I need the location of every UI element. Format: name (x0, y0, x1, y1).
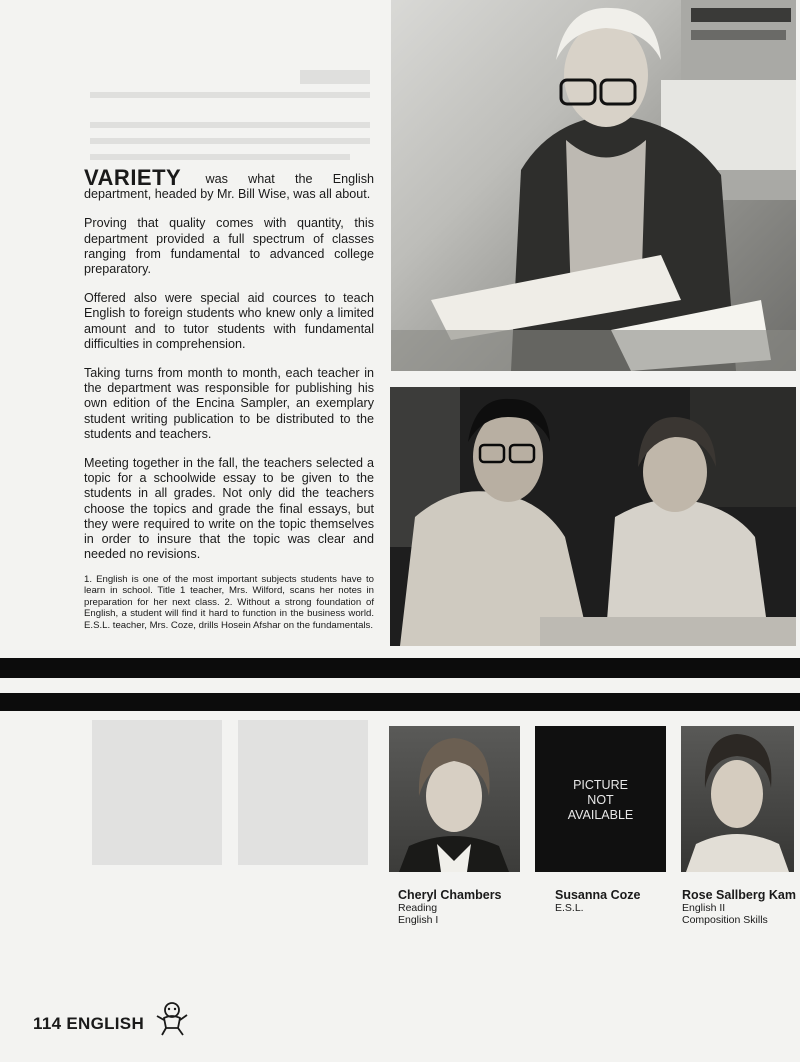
bleed-through-portrait-right (238, 720, 368, 865)
paragraph-special-aid: Offered also were special aid cources to teach English to foreign students who knew only a limited amount and to tutor students with fundamental difficulties in comprehension. (84, 291, 374, 351)
paragraph-sampler: Taking turns from month to month, each teacher in the department was responsible for publishing his own edition of the Encina Sampler, an exemplary student writing publication to be distributed to the students and teachers. (84, 366, 374, 441)
picture-not-available-text (535, 778, 666, 823)
paragraph-essay: Meeting together in the fall, the teachers selected a topic for a schoolwide essay to be given to the students in all grades. Not only did the teachers choose the topics and grade the final essays, but they were required to write on the topic themselves in order to insure that the topic was clear and needed no revisions. (84, 456, 374, 562)
faculty-name-cheryl-chambers: Cheryl Chambers (398, 888, 502, 902)
lead-word: VARIETY (84, 165, 182, 190)
placeholder-line-3: AVAILABLE (567, 808, 634, 822)
faculty-subject: Composition Skills (682, 914, 768, 926)
faculty-name-rose-sallberg-kam: Rose Sallberg Kam (682, 888, 796, 902)
article-body (84, 165, 375, 576)
photo-caption: 1. English is one of the most important subjects students have to learn in school. Title 1 teacher, Mrs. Wilford, scans her notes in preparation for her next class. 2. Without a strong foundation of English, a student will find it hard to function in the business world. E.S.L. teacher, Mrs. Coze, drills Hosein Afshar on the fundamentals. (84, 574, 374, 631)
bleed-through-portrait-left (92, 720, 222, 865)
page-number: 114 (33, 1014, 62, 1033)
photo-teacher-at-desk (391, 0, 796, 371)
lead-paragraph (84, 165, 375, 202)
portrait-cheryl-chambers (389, 726, 520, 872)
faculty-subject: Reading (398, 902, 438, 914)
portrait-placeholder-susanna-coze (535, 726, 666, 872)
divider-band-top (0, 658, 800, 678)
faculty-name-susanna-coze: Susanna Coze (555, 888, 641, 902)
divider-band-bottom (0, 693, 800, 711)
photo-esl-teacher-and-student (390, 387, 796, 646)
faculty-subject: English I (398, 914, 439, 926)
placeholder-line-1: PICTURE (573, 778, 628, 792)
faculty-subject: E.S.L. (555, 902, 584, 914)
mascot-icon (152, 998, 192, 1038)
section-name: ENGLISH (66, 1014, 145, 1033)
paragraph-quality: Proving that quality comes with quantity, this department provided a full spectrum of classes ranging from fundamental to advanced college preparatory. (84, 216, 374, 277)
faculty-subject: English II (682, 902, 726, 914)
lead-text: was what the English department, headed by Mr. Bill Wise, was all about. (84, 172, 375, 202)
portrait-rose-sallberg-kam (681, 726, 794, 872)
page-folio (33, 1014, 144, 1034)
placeholder-line-2: NOT (587, 793, 614, 807)
